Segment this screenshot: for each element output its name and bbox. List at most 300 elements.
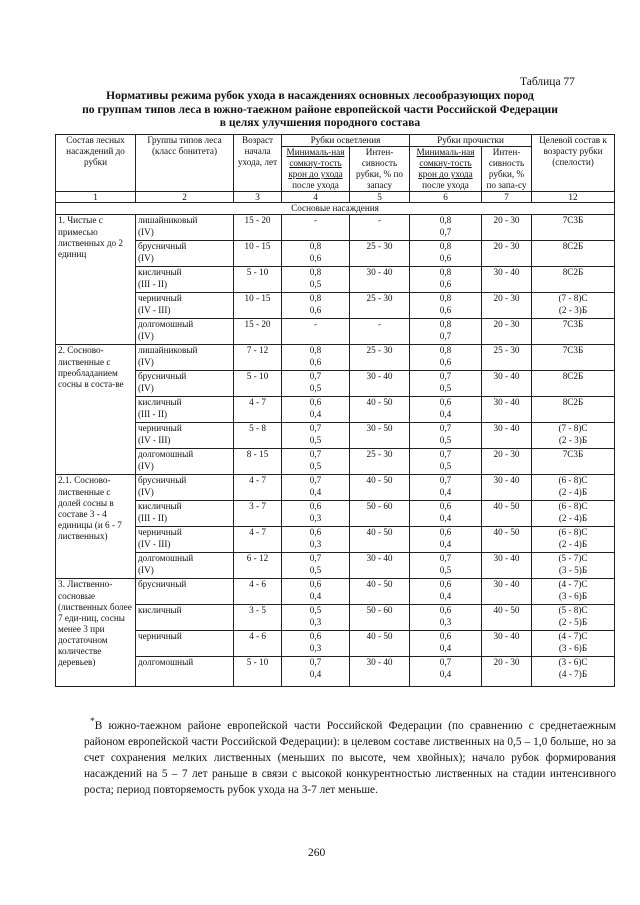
pr-density-after: 0,7 bbox=[439, 330, 452, 341]
target-composition-pine: 8С2Б bbox=[562, 241, 584, 252]
forest-type-name: лишайниковый bbox=[138, 345, 198, 356]
osv-density-after: 0,4 bbox=[309, 486, 322, 497]
start-age-cell: 5 - 10 bbox=[234, 371, 282, 397]
osv-density-before: 0,6 bbox=[309, 397, 322, 408]
osv-intensity-cell: 40 - 50 bbox=[350, 631, 410, 657]
osv-density-before: - bbox=[313, 215, 318, 226]
header-forest-type: Группы типов леса (класс бонитета) bbox=[136, 135, 234, 192]
pr-density-cell bbox=[410, 657, 482, 687]
table-row bbox=[56, 215, 615, 241]
title-line-3: в целях улучшения породного состава bbox=[219, 116, 421, 129]
forest-type-cell bbox=[136, 267, 234, 293]
group-name-cell: 2. Сосново-лиственные с преобладанием сосны в соста-ве bbox=[56, 345, 136, 475]
bonitet-class: (III - II) bbox=[138, 278, 168, 289]
osv-density-cell bbox=[282, 657, 350, 687]
target-composition-pine: (7 - 8)С bbox=[558, 423, 588, 434]
target-composition-birch: (4 - 7)Б bbox=[558, 668, 588, 679]
pr-density-before: 0,8 bbox=[439, 319, 452, 330]
osv-density-before: 0,8 bbox=[309, 345, 322, 356]
target-composition-birch: (2 - 4)Б bbox=[558, 486, 588, 497]
start-age-cell: 5 - 10 bbox=[234, 267, 282, 293]
pr-intensity-cell: 40 - 50 bbox=[482, 501, 532, 527]
osv-density-before: 0,7 bbox=[309, 553, 322, 564]
osv-intensity-cell: 30 - 40 bbox=[350, 657, 410, 687]
col-num: 5 bbox=[350, 192, 410, 203]
osv-density-cell bbox=[282, 241, 350, 267]
pr-density-before: 0,8 bbox=[439, 345, 452, 356]
osv-density-before: 0,7 bbox=[309, 371, 322, 382]
target-composition-birch: (3 - 6)Б bbox=[558, 590, 588, 601]
osv-intensity-cell: 30 - 40 bbox=[350, 371, 410, 397]
pr-density-before: 0,6 bbox=[439, 631, 452, 642]
osv-density-cell bbox=[282, 631, 350, 657]
group-name-cell: 1. Чистые с примесью лиственных до 2 единиц bbox=[56, 215, 136, 345]
target-composition-cell bbox=[532, 241, 615, 267]
osv-intensity-cell: 50 - 60 bbox=[350, 501, 410, 527]
pr-intensity-cell: 40 - 50 bbox=[482, 527, 532, 553]
osv-density-before: 0,7 bbox=[309, 449, 322, 460]
col-num: 4 bbox=[282, 192, 350, 203]
target-composition-pine: 7С3Б bbox=[562, 345, 584, 356]
target-composition-birch: (2 - 3)Б bbox=[558, 434, 588, 445]
pr-density-after: 0,7 bbox=[439, 226, 452, 237]
pr-density-before: 0,7 bbox=[439, 449, 452, 460]
forest-type-name: черничный bbox=[138, 527, 182, 538]
pr-density-cell bbox=[410, 293, 482, 319]
pr-intensity-cell: 30 - 40 bbox=[482, 423, 532, 449]
start-age-cell: 3 - 5 bbox=[234, 605, 282, 631]
osv-density-before: 0,6 bbox=[309, 579, 322, 590]
target-composition-pine: (4 - 7)С bbox=[558, 579, 588, 590]
target-composition-pine: (7 - 8)С bbox=[558, 293, 588, 304]
target-composition-pine: 8С2Б bbox=[562, 371, 584, 382]
forest-type-name: кисличный bbox=[138, 397, 182, 408]
osv-density-after: 0,5 bbox=[309, 460, 322, 471]
pr-density-before: 0,7 bbox=[439, 475, 452, 486]
pr-density-cell bbox=[410, 631, 482, 657]
forest-type-cell bbox=[136, 501, 234, 527]
title-line-2: по группам типов леса в южно-таежном районе европейской части Российской Федерации bbox=[82, 102, 558, 116]
pr-density-cell bbox=[410, 475, 482, 501]
osv-density-before: 0,8 bbox=[309, 267, 322, 278]
forest-type-cell bbox=[136, 657, 234, 687]
start-age-cell: 7 - 12 bbox=[234, 345, 282, 371]
osv-density-after: 0,4 bbox=[309, 668, 322, 679]
pr-intensity-cell: 30 - 40 bbox=[482, 475, 532, 501]
col-num: 6 bbox=[410, 192, 482, 203]
table-row bbox=[56, 423, 615, 449]
forest-type-name: кисличный bbox=[138, 501, 182, 512]
bonitet-class: (IV) bbox=[138, 356, 154, 367]
target-composition-pine: (5 - 7)С bbox=[558, 553, 588, 564]
forest-type-name: долгомошный bbox=[138, 449, 194, 460]
target-composition-cell bbox=[532, 579, 615, 605]
target-composition-cell bbox=[532, 475, 615, 501]
footnote-marker: * bbox=[90, 717, 95, 727]
bonitet-class: (III - II) bbox=[138, 512, 168, 523]
bonitet-class: (IV - III) bbox=[138, 434, 171, 445]
target-composition-cell bbox=[532, 345, 615, 371]
forest-type-cell bbox=[136, 345, 234, 371]
col-num: 2 bbox=[136, 192, 234, 203]
header-composition: Состав лесных насаждений до рубки bbox=[56, 135, 136, 192]
start-age-cell: 3 - 7 bbox=[234, 501, 282, 527]
osv-density-cell bbox=[282, 475, 350, 501]
col-num: 3 bbox=[234, 192, 282, 203]
osv-density-after: 0,5 bbox=[309, 434, 322, 445]
table-row bbox=[56, 605, 615, 631]
osv-density-cell bbox=[282, 449, 350, 475]
pr-density-cell bbox=[410, 267, 482, 293]
pr-density-cell bbox=[410, 319, 482, 345]
forest-type-cell bbox=[136, 527, 234, 553]
forest-type-cell bbox=[136, 241, 234, 267]
target-composition-pine: 7С3Б bbox=[562, 449, 584, 460]
pr-density-before: 0,6 bbox=[439, 501, 452, 512]
bonitet-class: (IV) bbox=[138, 226, 154, 237]
osv-density-before: 0,7 bbox=[309, 657, 322, 668]
pr-density-after: 0,6 bbox=[439, 278, 452, 289]
osv-density-cell bbox=[282, 345, 350, 371]
col-num: 1 bbox=[56, 192, 136, 203]
osv-density-cell bbox=[282, 501, 350, 527]
pr-density-before: 0,7 bbox=[439, 371, 452, 382]
start-age-cell: 4 - 7 bbox=[234, 527, 282, 553]
osv-density-cell bbox=[282, 293, 350, 319]
forest-type-cell bbox=[136, 293, 234, 319]
group-name-cell: 2.1. Сосново-лиственные с долей сосны в составе 3 - 4 единицы (и 6 - 7 лиственных) bbox=[56, 475, 136, 579]
table-label: Таблица 77 bbox=[520, 76, 575, 88]
pr-density-after: 0,6 bbox=[439, 304, 452, 315]
target-composition-cell bbox=[532, 267, 615, 293]
target-composition-cell bbox=[532, 371, 615, 397]
header-start-age: Возраст начала ухода, лет bbox=[234, 135, 282, 192]
page-number: 260 bbox=[308, 847, 326, 859]
table-row bbox=[56, 293, 615, 319]
forest-type-cell bbox=[136, 371, 234, 397]
osv-density-after: 0,3 bbox=[309, 642, 322, 653]
start-age-cell: 4 - 7 bbox=[234, 397, 282, 423]
osv-density-cell bbox=[282, 527, 350, 553]
pr-density-before: 0,7 bbox=[439, 423, 452, 434]
osv-intensity-cell: - bbox=[350, 215, 410, 241]
osv-intensity-cell: 25 - 30 bbox=[350, 449, 410, 475]
osv-intensity-cell: 30 - 50 bbox=[350, 423, 410, 449]
pr-density-after: 0,5 bbox=[439, 382, 452, 393]
section-title: Сосновые насаждения bbox=[56, 203, 615, 215]
target-composition-cell bbox=[532, 449, 615, 475]
forest-type-cell bbox=[136, 319, 234, 345]
pr-density-after: 0,4 bbox=[439, 512, 452, 523]
osv-intensity-cell: 25 - 30 bbox=[350, 241, 410, 267]
start-age-cell: 8 - 15 bbox=[234, 449, 282, 475]
osv-intensity-cell: 40 - 50 bbox=[350, 527, 410, 553]
target-composition-birch: (2 - 4)Б bbox=[558, 512, 588, 523]
osv-density-cell bbox=[282, 553, 350, 579]
pr-density-before: 0,6 bbox=[439, 579, 452, 590]
pr-density-before: 0,7 bbox=[439, 553, 452, 564]
pr-density-after: 0,5 bbox=[439, 564, 452, 575]
header-osv-int: Интен-сивность рубки, % по запасу bbox=[350, 147, 410, 192]
osv-density-after: 0,3 bbox=[309, 512, 322, 523]
osv-density-cell bbox=[282, 215, 350, 241]
osv-intensity-cell: 30 - 40 bbox=[350, 553, 410, 579]
forest-type-cell bbox=[136, 475, 234, 501]
col-num: 12 bbox=[532, 192, 615, 203]
target-composition-cell bbox=[532, 319, 615, 345]
bonitet-class: (IV) bbox=[138, 460, 154, 471]
start-age-cell: 5 - 10 bbox=[234, 657, 282, 687]
pr-density-cell bbox=[410, 397, 482, 423]
start-age-cell: 10 - 15 bbox=[234, 293, 282, 319]
forest-type-cell bbox=[136, 631, 234, 657]
pr-intensity-cell: 30 - 40 bbox=[482, 579, 532, 605]
osv-density-cell bbox=[282, 371, 350, 397]
start-age-cell: 15 - 20 bbox=[234, 215, 282, 241]
osv-density-before: 0,5 bbox=[309, 605, 322, 616]
table-row bbox=[56, 527, 615, 553]
table-row bbox=[56, 267, 615, 293]
pr-intensity-cell: 30 - 40 bbox=[482, 397, 532, 423]
osv-density-after: 0,4 bbox=[309, 408, 322, 419]
osv-intensity-cell: 25 - 30 bbox=[350, 345, 410, 371]
pr-density-after: 0,3 bbox=[439, 616, 452, 627]
osv-density-before: 0,7 bbox=[309, 423, 322, 434]
osv-density-cell bbox=[282, 319, 350, 345]
osv-density-after: 0,6 bbox=[309, 356, 322, 367]
pr-density-after: 0,6 bbox=[439, 252, 452, 263]
forest-type-name: брусничный bbox=[138, 579, 187, 590]
footnote bbox=[84, 714, 616, 798]
osv-density-after: 0,5 bbox=[309, 278, 322, 289]
osv-density-before: 0,6 bbox=[309, 527, 322, 538]
osv-density-before: 0,7 bbox=[309, 475, 322, 486]
table-row bbox=[56, 241, 615, 267]
target-composition-cell bbox=[532, 501, 615, 527]
header-target: Целевой состав к возрасту рубки (спелости) bbox=[532, 135, 615, 192]
forest-type-name: черничный bbox=[138, 631, 182, 642]
table-row bbox=[56, 475, 615, 501]
pr-intensity-cell: 20 - 30 bbox=[482, 215, 532, 241]
pr-intensity-cell: 30 - 40 bbox=[482, 371, 532, 397]
target-composition-pine: (6 - 8)С bbox=[558, 475, 588, 486]
header-pr-int: Интен-сивность рубки, % по запа-су bbox=[482, 147, 532, 192]
pr-density-before: 0,6 bbox=[439, 605, 452, 616]
pr-density-before: 0,7 bbox=[439, 657, 452, 668]
start-age-cell: 6 - 12 bbox=[234, 553, 282, 579]
osv-density-before: - bbox=[313, 319, 318, 330]
target-composition-cell bbox=[532, 553, 615, 579]
pr-intensity-cell: 30 - 40 bbox=[482, 631, 532, 657]
section-row bbox=[56, 203, 615, 215]
pr-density-after: 0,4 bbox=[439, 486, 452, 497]
forest-type-name: кисличный bbox=[138, 267, 182, 278]
pr-density-after: 0,4 bbox=[439, 408, 452, 419]
header-pr-min: Минималь-ная сомкну-тость крон до ухода после ухода bbox=[410, 147, 482, 192]
target-composition-pine: (4 - 7)С bbox=[558, 631, 588, 642]
bonitet-class: (IV) bbox=[138, 486, 154, 497]
target-composition-pine: (3 - 6)С bbox=[558, 657, 588, 668]
forest-type-cell bbox=[136, 579, 234, 605]
forest-type-name: брусничный bbox=[138, 371, 187, 382]
pr-density-before: 0,6 bbox=[439, 397, 452, 408]
table-row bbox=[56, 449, 615, 475]
start-age-cell: 4 - 6 bbox=[234, 631, 282, 657]
bonitet-class: (IV - III) bbox=[138, 538, 171, 549]
osv-density-cell bbox=[282, 605, 350, 631]
title-line-1: Нормативы режима рубок ухода в насаждениях основных лесообразующих пород bbox=[106, 89, 534, 102]
pr-intensity-cell: 20 - 30 bbox=[482, 657, 532, 687]
osv-intensity-cell: 40 - 50 bbox=[350, 397, 410, 423]
pr-density-after: 0,6 bbox=[439, 356, 452, 367]
target-composition-birch: (3 - 6)Б bbox=[558, 642, 588, 653]
table-row bbox=[56, 553, 615, 579]
pr-density-after: 0,4 bbox=[439, 642, 452, 653]
target-composition-pine: (5 - 8)С bbox=[558, 605, 588, 616]
bonitet-class: (IV) bbox=[138, 382, 154, 393]
osv-intensity-cell: 40 - 50 bbox=[350, 579, 410, 605]
pr-density-cell bbox=[410, 241, 482, 267]
target-composition-birch: (3 - 5)Б bbox=[558, 564, 588, 575]
forest-type-cell bbox=[136, 605, 234, 631]
forest-type-name: лишайниковый bbox=[138, 215, 198, 226]
start-age-cell: 4 - 6 bbox=[234, 579, 282, 605]
osv-density-after: 0,3 bbox=[309, 538, 322, 549]
osv-density-cell bbox=[282, 579, 350, 605]
pr-density-before: 0,8 bbox=[439, 241, 452, 252]
target-composition-birch: (2 - 5)Б bbox=[558, 616, 588, 627]
target-composition-pine: 8С2Б bbox=[562, 397, 584, 408]
target-composition-pine: 7С3Б bbox=[562, 319, 584, 330]
pr-density-after: 0,4 bbox=[439, 668, 452, 679]
target-composition-cell bbox=[532, 293, 615, 319]
bonitet-class: (IV - III) bbox=[138, 304, 171, 315]
pr-intensity-cell: 20 - 30 bbox=[482, 293, 532, 319]
osv-density-before: 0,8 bbox=[309, 293, 322, 304]
header-osvetlenie: Рубки осветления bbox=[282, 135, 410, 147]
pr-density-after: 0,5 bbox=[439, 460, 452, 471]
pr-density-after: 0,5 bbox=[439, 434, 452, 445]
table-row bbox=[56, 319, 615, 345]
pr-intensity-cell: 20 - 30 bbox=[482, 449, 532, 475]
target-composition-birch: (2 - 3)Б bbox=[558, 304, 588, 315]
pr-density-cell bbox=[410, 501, 482, 527]
forest-type-name: долгомошный bbox=[138, 553, 194, 564]
bonitet-class: (IV) bbox=[138, 330, 154, 341]
header-osv-min: Минималь-ная сомкну-тость крон до ухода после ухода bbox=[282, 147, 350, 192]
osv-density-after: 0,4 bbox=[309, 590, 322, 601]
col-num: 7 bbox=[482, 192, 532, 203]
pr-intensity-cell: 40 - 50 bbox=[482, 605, 532, 631]
forest-type-name: брусничный bbox=[138, 241, 187, 252]
target-composition-cell bbox=[532, 215, 615, 241]
forest-type-name: черничный bbox=[138, 423, 182, 434]
target-composition-cell bbox=[532, 631, 615, 657]
forest-type-cell bbox=[136, 215, 234, 241]
bonitet-class: (IV) bbox=[138, 564, 154, 575]
table-title bbox=[60, 89, 580, 130]
osv-intensity-cell: 40 - 50 bbox=[350, 475, 410, 501]
pr-intensity-cell: 20 - 30 bbox=[482, 319, 532, 345]
forest-type-cell bbox=[136, 397, 234, 423]
footnote-text: В южно-таежном районе европейской части Российской Федерации (по сравнению с среднетаежным районом европейской части Российской Федерации): в целевом составе лиственных на 0,5 – 1,0 больше, но за счет сохранения мелких лиственных (меньших по высоте, чем хвойных); начало рубок формирования насаждений на 5 – 7 лет раньше в связи с высокой конкурентностью лиственных на стадии интенсивного роста; период повторяемость рубок ухода на 3-7 лет меньше. bbox=[84, 719, 616, 797]
pr-density-cell bbox=[410, 345, 482, 371]
table-row bbox=[56, 631, 615, 657]
pr-intensity-cell: 30 - 40 bbox=[482, 267, 532, 293]
target-composition-pine: (6 - 8)С bbox=[558, 527, 588, 538]
pr-density-before: 0,8 bbox=[439, 267, 452, 278]
osv-density-before: 0,6 bbox=[309, 631, 322, 642]
bonitet-class: (IV) bbox=[138, 252, 154, 263]
forest-type-name: черничный bbox=[138, 293, 182, 304]
pr-density-before: 0,8 bbox=[439, 215, 452, 226]
pr-density-after: 0,4 bbox=[439, 538, 452, 549]
forest-type-cell bbox=[136, 449, 234, 475]
osv-density-cell bbox=[282, 267, 350, 293]
group-name-cell: 3. Лиственно-сосновые (лиственных более 7 еди-ниц, сосны менее 3 при достаточном количестве деревьев) bbox=[56, 579, 136, 687]
table-row bbox=[56, 345, 615, 371]
target-composition-birch: (2 - 4)Б bbox=[558, 538, 588, 549]
target-composition-cell bbox=[532, 605, 615, 631]
pr-density-cell bbox=[410, 579, 482, 605]
pr-density-cell bbox=[410, 215, 482, 241]
osv-intensity-cell: 50 - 60 bbox=[350, 605, 410, 631]
target-composition-pine: 7С3Б bbox=[562, 215, 584, 226]
pr-intensity-cell: 30 - 40 bbox=[482, 553, 532, 579]
pr-density-before: 0,6 bbox=[439, 527, 452, 538]
forest-type-name: долгомошный bbox=[138, 657, 194, 668]
osv-intensity-cell: - bbox=[350, 319, 410, 345]
start-age-cell: 4 - 7 bbox=[234, 475, 282, 501]
pr-density-cell bbox=[410, 423, 482, 449]
table-row bbox=[56, 657, 615, 687]
target-composition-cell bbox=[532, 527, 615, 553]
forest-type-cell bbox=[136, 553, 234, 579]
osv-density-before: 0,8 bbox=[309, 241, 322, 252]
target-composition-pine: 8С2Б bbox=[562, 267, 584, 278]
pr-density-after: 0,4 bbox=[439, 590, 452, 601]
pr-density-cell bbox=[410, 449, 482, 475]
forest-type-name: долгомошный bbox=[138, 319, 194, 330]
forest-type-name: брусничный bbox=[138, 475, 187, 486]
start-age-cell: 15 - 20 bbox=[234, 319, 282, 345]
table-row bbox=[56, 579, 615, 605]
osv-density-cell bbox=[282, 397, 350, 423]
column-numbers-row bbox=[56, 192, 615, 203]
pr-density-cell bbox=[410, 605, 482, 631]
forest-type-cell bbox=[136, 423, 234, 449]
norms-table bbox=[55, 134, 615, 687]
header-prochistka: Рубки прочистки bbox=[410, 135, 532, 147]
target-composition-pine: (6 - 8)С bbox=[558, 501, 588, 512]
osv-intensity-cell: 30 - 40 bbox=[350, 267, 410, 293]
forest-type-name: кисличный bbox=[138, 605, 182, 616]
target-composition-cell bbox=[532, 397, 615, 423]
pr-density-cell bbox=[410, 553, 482, 579]
target-composition-cell bbox=[532, 423, 615, 449]
table-row bbox=[56, 371, 615, 397]
header-row-1 bbox=[56, 135, 615, 147]
osv-density-after: 0,5 bbox=[309, 564, 322, 575]
osv-density-after: 0,6 bbox=[309, 252, 322, 263]
pr-density-before: 0,8 bbox=[439, 293, 452, 304]
pr-intensity-cell: 20 - 30 bbox=[482, 241, 532, 267]
osv-density-cell bbox=[282, 423, 350, 449]
start-age-cell: 5 - 8 bbox=[234, 423, 282, 449]
pr-intensity-cell: 25 - 30 bbox=[482, 345, 532, 371]
osv-density-after: 0,5 bbox=[309, 382, 322, 393]
osv-density-after: 0,6 bbox=[309, 304, 322, 315]
